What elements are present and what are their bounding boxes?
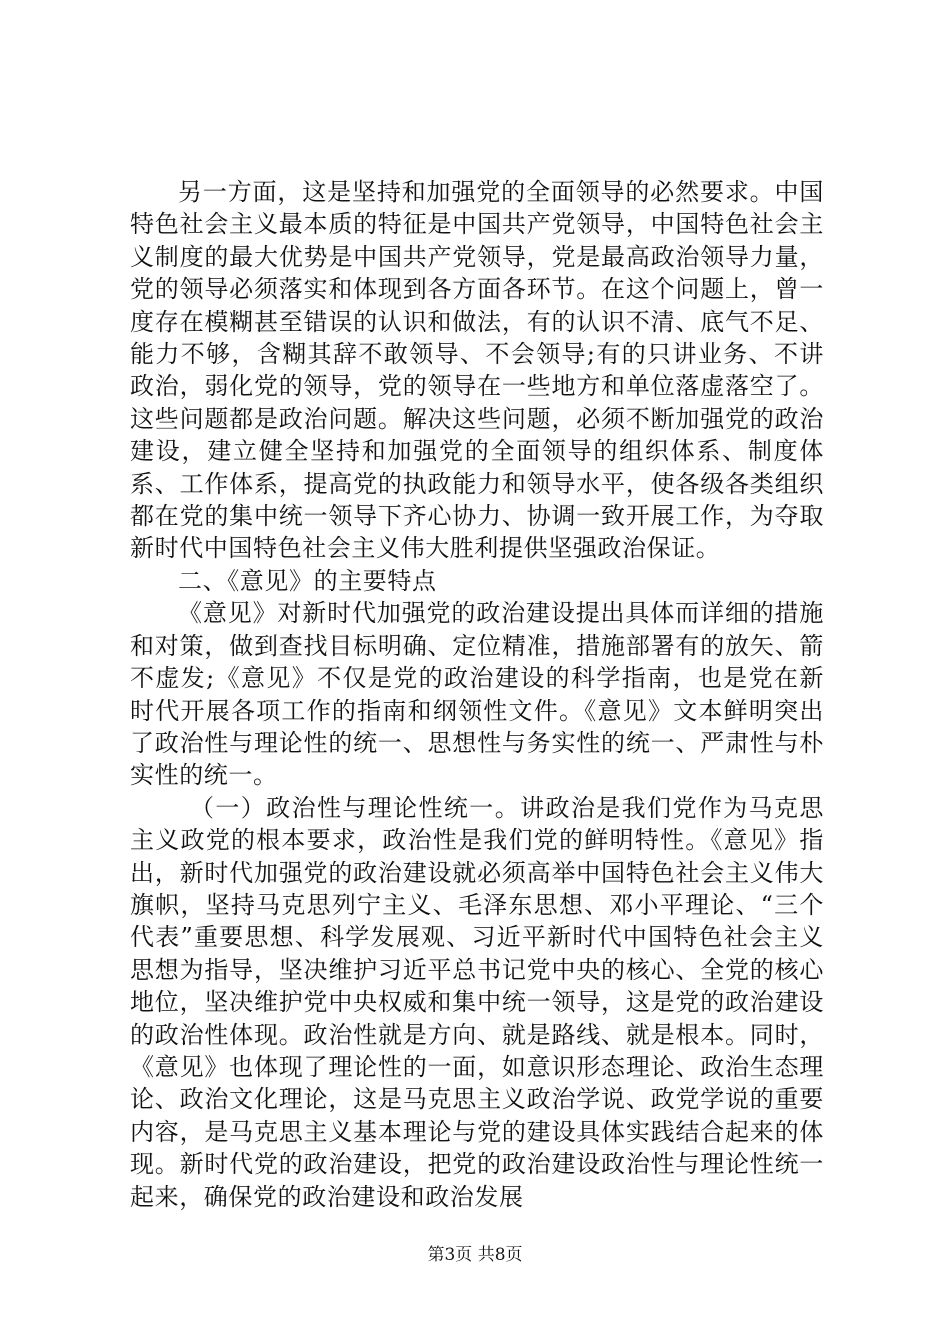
paragraph-opinion-overview: 《意见》对新时代加强党的政治建设提出具体而详细的措施和对策，做到查找目标明确、定位精准，措施部署有的放矢、箭不虚发;《意见》不仅是党的政治建设的科学指南，也是党在新时代开展各项工作的指南和纲领性文件。《意见》文本鲜明突出了政治性与理论性的统一、思想性与务实性的统一、严肃性与朴实性的统一。 xyxy=(130,599,824,790)
section-heading-main-features: 二、《意见》的主要特点 xyxy=(178,566,437,595)
paragraph-politics-theory-unity: （一）政治性与理论性统一。讲政治是我们党作为马克思主义政党的根本要求，政治性是我们党的鲜明特性。《意见》指出，新时代加强党的政治建设就必须高举中国特色社会主义伟大旗帜，坚持马克思列宁主义、毛泽东思想、邓小平理论、“三个代表”重要思想、科学发展观、习近平新时代中国特色社会主义思想为指导，坚决维护习近平总书记党中央的核心、全党的核心地位，坚决维护党中央权威和集中统一领导，这是党的政治建设的政治性体现。政治性就是方向、就是路线、就是根本。同时，《意见》也体现了理论性的一面，如意识形态理论、政治生态理论、政治文化理论，这是马克思主义政治学说、政党学说的重要内容，是马克思主义基本理论与党的建设具体实践结合起来的体现。新时代党的政治建设，把党的政治建设政治性与理论性统一起来，确保党的政治建设和政治发展 xyxy=(130,793,824,1211)
page-footer xyxy=(0,1244,950,1266)
paragraph-leadership-requirement: 另一方面，这是坚持和加强党的全面领导的必然要求。中国特色社会主义最本质的特征是中国共产党领导，中国特色社会主义制度的最大优势是中国共产党领导，党是最高政治领导力量，党的领导必须落实和体现到各方面各环节。在这个问题上，曾一度存在模糊甚至错误的认识和做法，有的认识不清、底气不足、能力不够，含糊其辞不敢领导、不会领导;有的只讲业务、不讲政治，弱化党的领导，党的领导在一些地方和单位落虚落空了。这些问题都是政治问题。解决这些问题，必须不断加强党的政治建设，建立健全坚持和加强党的全面领导的组织体系、制度体系、工作体系，提高党的执政能力和领导水平，使各级各类组织都在党的集中统一领导下齐心协力、协调一致开展工作，为夺取新时代中国特色社会主义伟大胜利提供坚强政治保证。 xyxy=(130,178,824,563)
document-body xyxy=(130,176,824,1213)
page-number-label: 第3页 共8页 xyxy=(427,1245,523,1265)
